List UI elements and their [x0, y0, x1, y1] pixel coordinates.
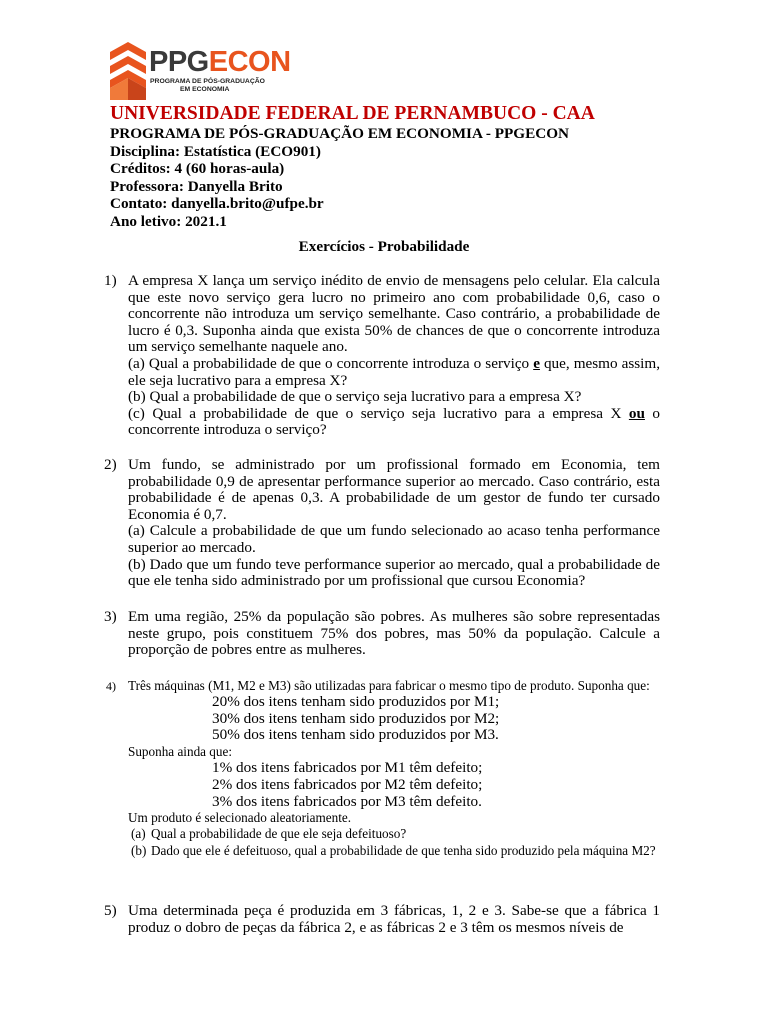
question-3: [104, 609, 660, 659]
question-intro-2: Suponha ainda que:: [128, 744, 233, 760]
exercises-title: Exercícios - Probabilidade: [298, 238, 470, 255]
document-header: [110, 103, 670, 230]
logo-name-econ: ECON: [208, 46, 291, 78]
logo-name-ppg: PPG: [149, 46, 209, 78]
item-text: Dado que ele é defeituoso, qual a probabilidade de que tenha sido produzido pela máquina M2?: [151, 842, 656, 858]
ppgecon-logo: [110, 40, 290, 102]
question-item-b: (b) Dado que um fundo teve performance superior ao mercado, qual a probabilidade de que ele tenha sido administrado por um profissional que cursou Economia?: [128, 555, 660, 590]
question-item-b: [128, 843, 660, 859]
defect-line-1: 1% dos itens fabricados por M1 têm defeito;: [212, 759, 483, 777]
item-text: o concorrente introduza o serviço?: [128, 404, 660, 439]
production-line-2: 30% dos itens tenham sido produzidos por M2;: [212, 709, 500, 727]
question-item-b: (b) Qual a probabilidade de que o serviço seja lucrativo para a empresa X?: [128, 388, 582, 406]
production-line-1: 20% dos itens tenham sido produzidos por M1;: [212, 693, 500, 711]
logo-chevron-icon: [110, 40, 146, 100]
selection-statement: Um produto é selecionado aleatoriamente.: [128, 810, 352, 826]
defect-line-3: 3% dos itens fabricados por M3 têm defeito.: [212, 792, 482, 810]
item-text: Qual a probabilidade de que ele seja defeituoso?: [151, 826, 407, 842]
question-item-a: [128, 826, 660, 842]
item-text: (c) Qual a probabilidade de que o serviço seja lucrativo para a empresa X: [128, 404, 629, 422]
question-item-a: (a) Calcule a probabilidade de que um fundo selecionado ao acaso tenha performance superior ao mercado.: [128, 522, 660, 556]
question-intro: Três máquinas (M1, M2 e M3) são utilizadas para fabricar o mesmo tipo de produto. Suponha que:: [128, 678, 650, 693]
question-4: [104, 678, 660, 859]
question-number: 2): [104, 456, 117, 473]
question-2: [104, 457, 660, 590]
contact-line: Contato: danyella.brito@ufpe.br: [110, 195, 324, 212]
item-text: (a) Qual a probabilidade de que o concorrente introduza o serviço: [128, 354, 534, 372]
item-label: (b): [131, 842, 147, 858]
year-line: Ano letivo: 2021.1: [110, 212, 227, 230]
question-statement: Uma determinada peça é produzida em 3 fábricas, 1, 2 e 3. Sabe-se que a fábrica 1 produz o dobro de peças da fábrica 2, e as fábricas 2 e 3 têm os mesmos níveis de: [128, 902, 660, 936]
logo-subtitle-1: PROGRAMA DE PÓS-GRADUAÇÃO: [150, 78, 265, 85]
question-statement: A empresa X lança um serviço inédito de envio de mensagens pelo celular. Ela calcula que este novo serviço gera lucro no primeiro ano com probabilidade 0,6, caso o concorrente não introduza um serviço semelhante. Caso contrário, a probabilidade de lucro é 0,3. Suponha ainda que exista 50% de chances de que o concorrente introduza um serviço semelhante naquele ano.: [128, 272, 660, 356]
credits-line: Créditos: 4 (60 horas-aula): [110, 160, 285, 177]
question-number: 4): [106, 679, 116, 693]
question-statement: Em uma região, 25% da população são pobres. As mulheres são sobre representadas neste grupo, pois constituem 75% dos pobres, mas 50% da população. Calcule a proporção de pobres entre as mulheres.: [128, 608, 660, 659]
item-label: (a): [131, 826, 146, 842]
question-number: 5): [104, 902, 117, 919]
logo-subtitle-2: EM ECONOMIA: [180, 86, 230, 93]
program-line: PROGRAMA DE PÓS-GRADUAÇÃO EM ECONOMIA - PPGECON: [110, 125, 569, 142]
production-line-3: 50% dos itens tenham sido produzidos por M3.: [212, 726, 499, 744]
question-statement: Um fundo, se administrado por um profissional formado em Economia, tem probabilidade 0,9 de apresentar performance superior ao mercado. Caso contrário, esta probabilidade é de apenas 0,3. A probabilidade de um gestor de fundo ter cursado Economia é 0,7.: [128, 456, 660, 523]
question-item-a: [128, 356, 660, 389]
discipline-line: Disciplina: Estatística (ECO901): [110, 142, 321, 160]
logo-title: [149, 47, 291, 77]
professor-line: Professora: Danyella Brito: [110, 177, 283, 195]
question-number: 3): [104, 608, 117, 625]
question-1: [104, 273, 660, 439]
item-text: que, mesmo assim, ele seja lucrativo para a empresa X?: [128, 354, 660, 389]
item-emphasis: ou: [628, 404, 645, 422]
question-item-c: [128, 406, 660, 439]
question-5: [104, 903, 660, 936]
university-name: UNIVERSIDADE FEDERAL DE PERNAMBUCO - CAA: [110, 103, 595, 124]
defect-line-2: 2% dos itens fabricados por M2 têm defeito;: [212, 775, 483, 793]
item-emphasis: e: [533, 354, 540, 372]
question-number: 1): [104, 272, 117, 289]
